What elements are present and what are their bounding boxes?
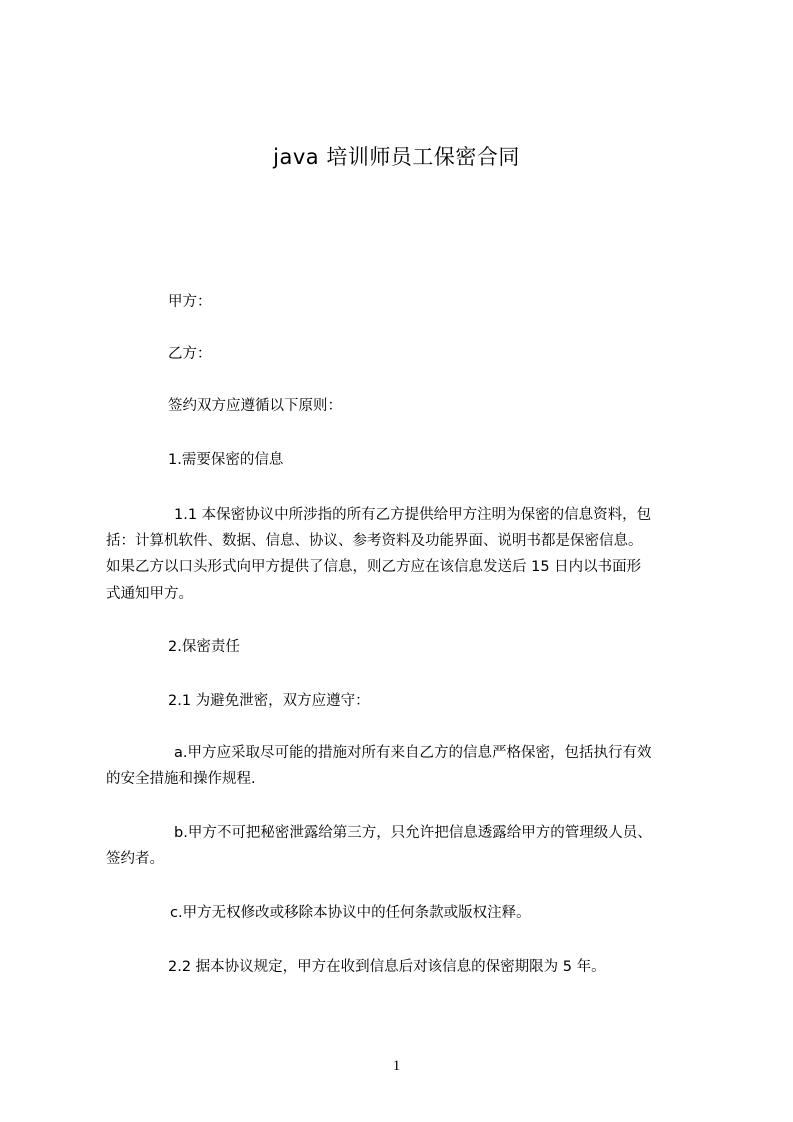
clause-1-1-line-1: 1.1 本保密协议中所涉指的所有乙方提供给甲方注明为保密的信息资料，包 — [174, 507, 652, 523]
party-b-label: 乙方： — [168, 346, 212, 362]
party-a-label: 甲方： — [168, 294, 212, 310]
clause-2-2: 2.2 据本协议规定，甲方在收到信息后对该信息的保密期限为 5 年。 — [168, 959, 606, 975]
clause-1-1-line-3: 如果乙方以口头形式向甲方提供了信息，则乙方应在该信息发送后 15 日内以书面形 — [106, 559, 642, 575]
clause-1-1-line-4: 式通知甲方。 — [106, 586, 193, 602]
page-number: 1 — [392, 1058, 401, 1074]
principles-intro: 签约双方应遵循以下原则： — [168, 398, 342, 414]
clause-2-1: 2.1 为避免泄密，双方应遵守： — [168, 693, 370, 709]
section-1-heading: 1.需要保密的信息 — [168, 452, 284, 468]
item-b-line-2: 签约者。 — [106, 851, 164, 867]
item-c: c.甲方无权修改或移除本协议中的任何条款或版权注释。 — [170, 905, 531, 921]
item-a-line-2: 的安全措施和操作规程. — [106, 771, 256, 787]
document-title: java 培训师员工保密合同 — [273, 145, 520, 169]
item-b-line-1: b.甲方不可把秘密泄露给第三方，只允许把信息透露给甲方的管理级人员、 — [174, 825, 652, 841]
section-2-heading: 2.保密责任 — [168, 639, 240, 655]
item-a-line-1: a.甲方应采取尽可能的措施对所有来自乙方的信息严格保密，包括执行有效 — [174, 745, 652, 761]
clause-1-1-line-2: 括：计算机软件、数据、信息、协议、参考资料及功能界面、说明书都是保密信息。 — [106, 533, 643, 549]
